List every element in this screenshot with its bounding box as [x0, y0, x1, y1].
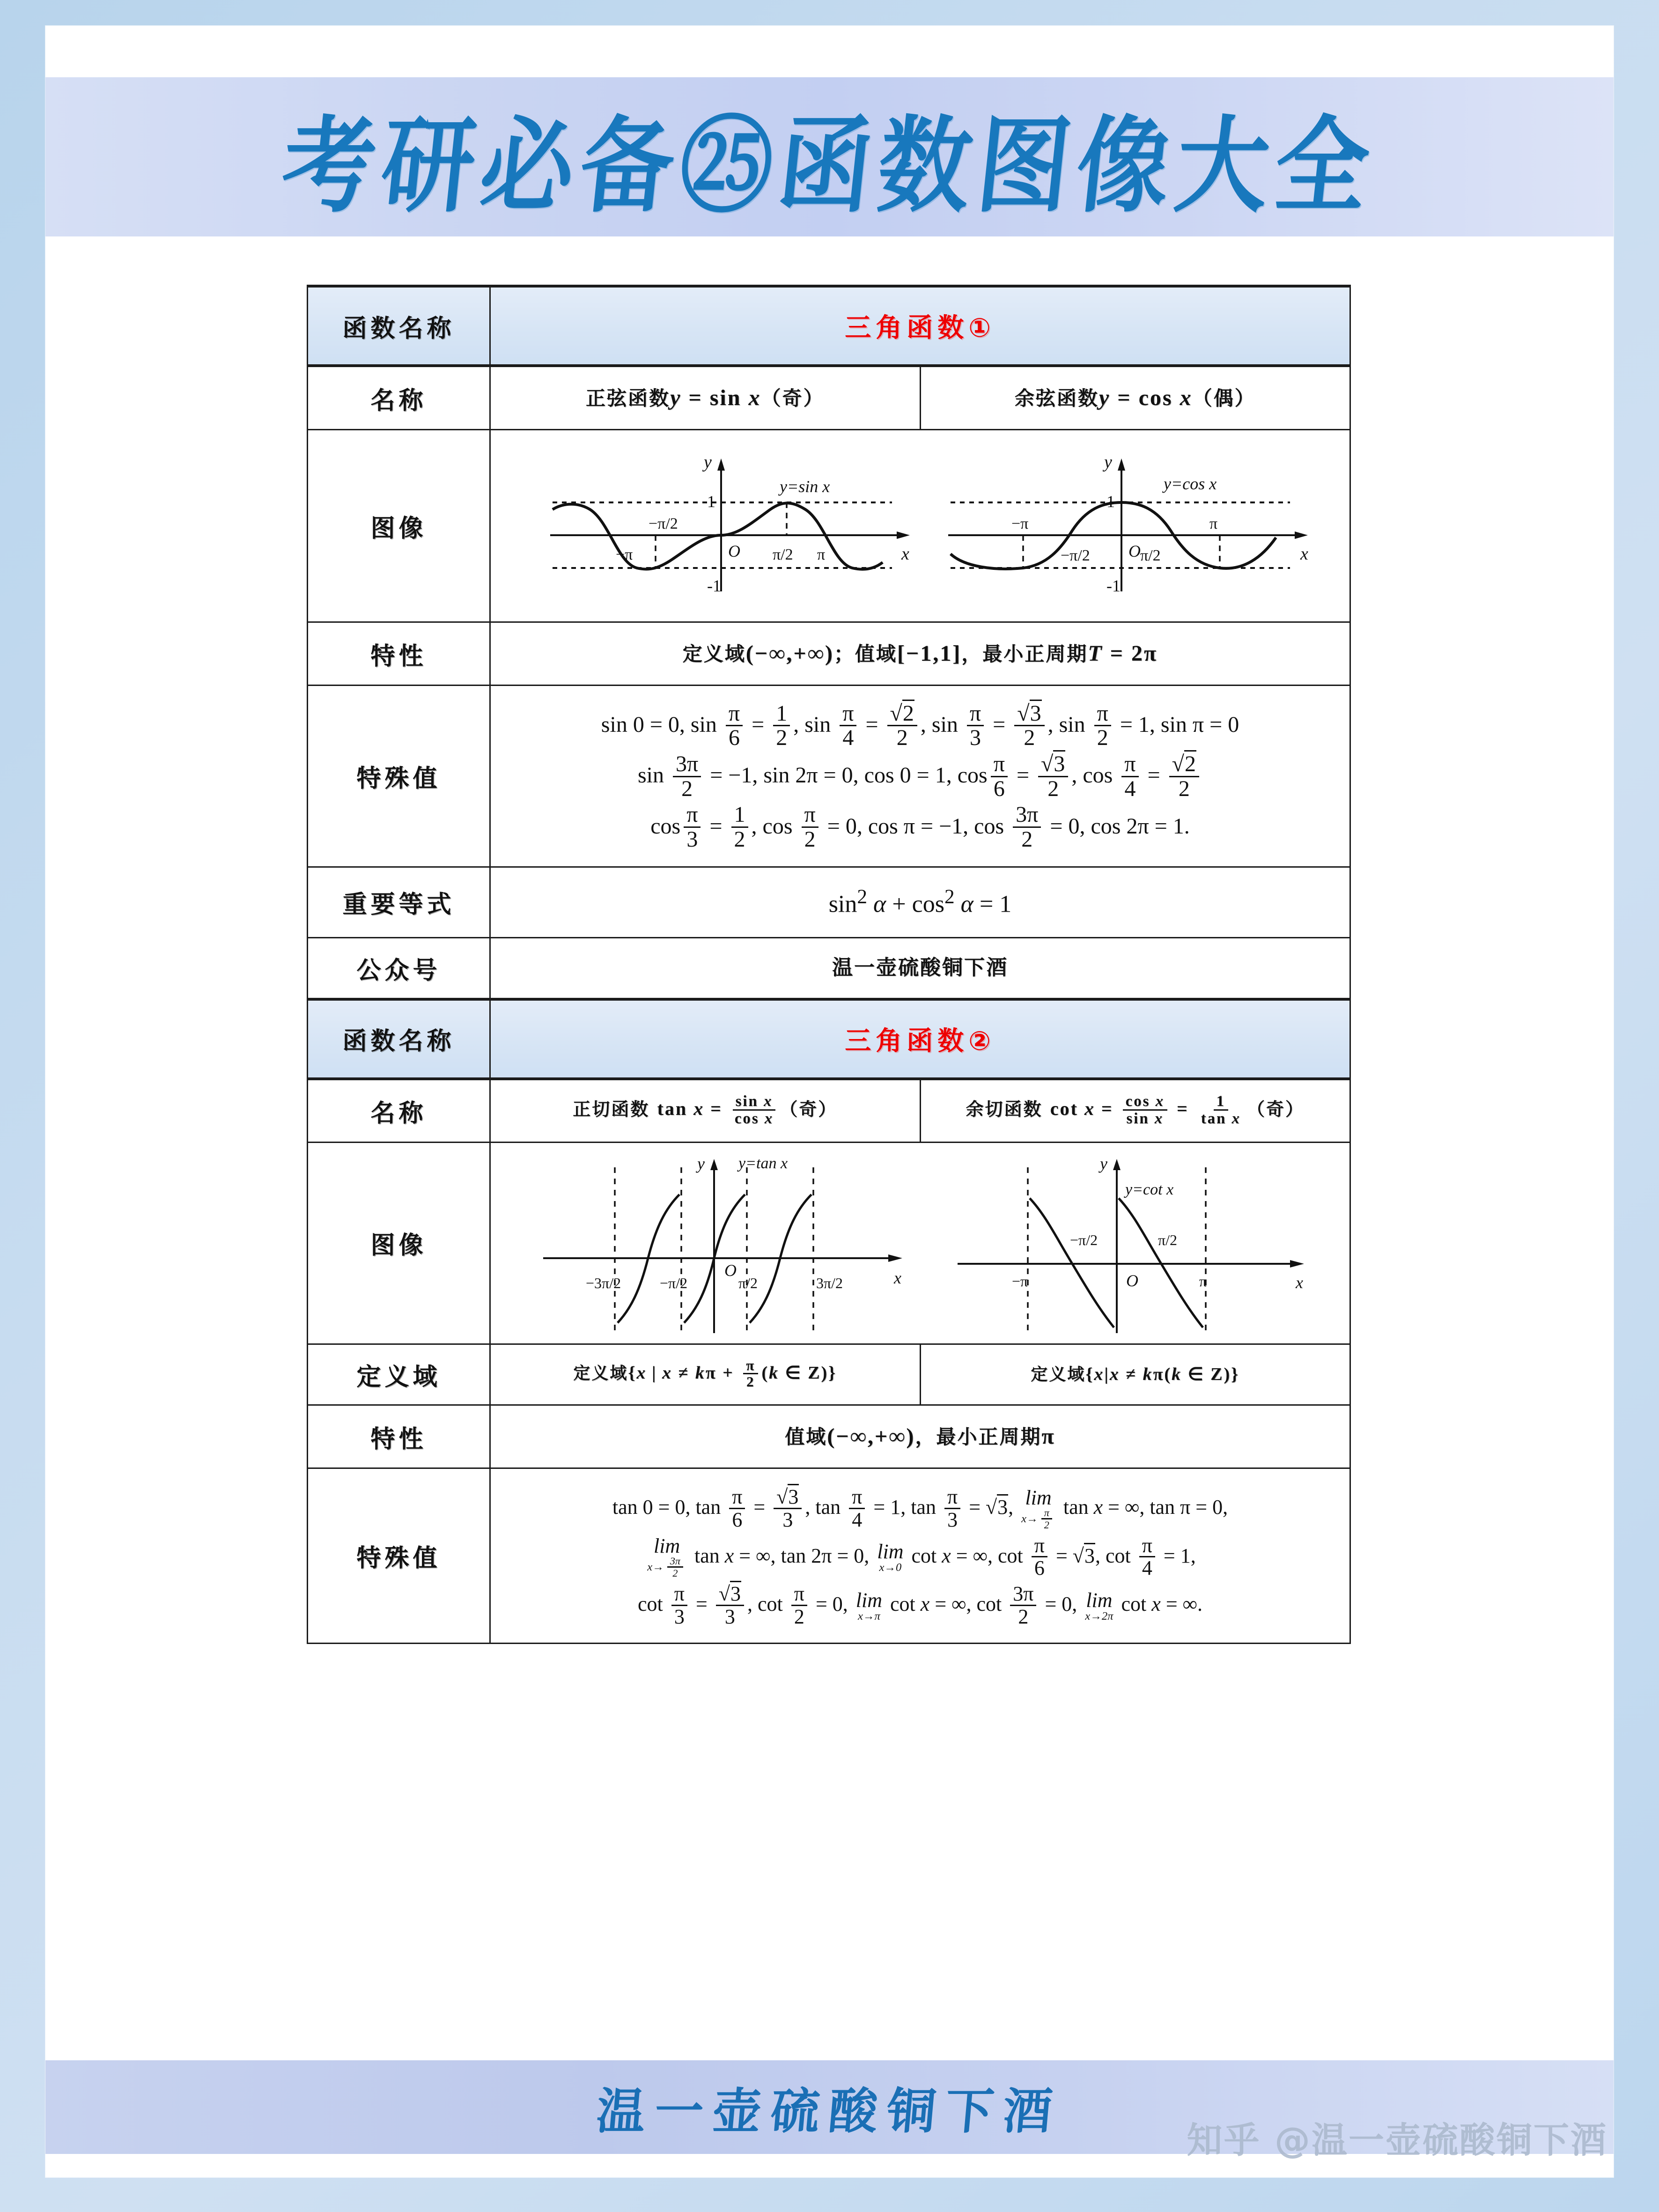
- special-value-line: sin $\frac{3\pi}{2}$ = −1, sin 2π = 0, cos 0 = 1, cos $\frac{\pi}{6}$ = $\frac{√3}{2}$ , cos $\frac{\pi}{4}$ = $\frac{√2}{2}$: [501, 751, 1339, 801]
- trig1-graph-cell: [490, 430, 1350, 622]
- cosine-function-name: 余弦函数y = cos x（偶）: [1014, 385, 1256, 410]
- table-row: [308, 286, 1350, 366]
- svg-text:−π: −π: [1012, 1272, 1028, 1290]
- table-row: [308, 1079, 1350, 1143]
- tangent-function-name: 正切函数 tan x = $\frac{\text{sin x}}{\text{cos x}}$ （奇）: [573, 1092, 838, 1127]
- table-row: [308, 430, 1350, 622]
- svg-text:x: x: [894, 1268, 901, 1287]
- svg-text:π: π: [817, 546, 826, 563]
- svg-text:y=sin x: y=sin x: [780, 477, 830, 496]
- svg-text:1: 1: [707, 492, 715, 511]
- header-title-cell: [490, 999, 1350, 1079]
- page-title: 考研必备㉕函数图像大全: [276, 105, 1381, 227]
- row-label-properties-2: 特性: [370, 1425, 427, 1453]
- svg-text:π/2: π/2: [773, 546, 793, 563]
- table-row: [308, 686, 1350, 867]
- svg-text:-1: -1: [707, 576, 721, 595]
- header-label-cell: [308, 286, 490, 366]
- trig2-special-values-cell: [490, 1468, 1350, 1643]
- trig2-properties-cell: [490, 1405, 1350, 1468]
- svg-text:x: x: [1296, 1273, 1303, 1292]
- svg-text:O: O: [1126, 1271, 1138, 1290]
- row-label-special-values: 特殊值: [356, 765, 441, 793]
- row-label-properties: 特性: [370, 642, 427, 671]
- header-label-cell: [308, 999, 490, 1079]
- watermark-text: 知乎 @温一壶硫酸铜下酒: [1187, 2119, 1607, 2161]
- row-label-cell: [308, 430, 490, 622]
- svg-text:−3π/2: −3π/2: [586, 1274, 621, 1291]
- trig1-account-cell: [490, 937, 1350, 999]
- cosine-name-cell: [920, 366, 1350, 430]
- sine-curve-graph: [508, 437, 920, 615]
- svg-text:−π/2: −π/2: [649, 515, 678, 532]
- tangent-curve-graph: [508, 1150, 920, 1337]
- table-row: [308, 1344, 1350, 1405]
- table-row: [308, 937, 1350, 999]
- title-banner: [45, 77, 1614, 236]
- row-label-identity: 重要等式: [342, 891, 455, 919]
- special-value-line: tan 0 = 0, tan $\frac{\pi}{6}$ = $\frac{√3}{3}$ , tan $\frac{\pi}{4}$ = 1, tan $\frac{\pi}{3}$ = √3, lim x→ $\frac{\pi}{2}$ tan x = ∞, tan π = 0,: [501, 1483, 1339, 1531]
- svg-text:y=tan x: y=tan x: [738, 1154, 788, 1172]
- svg-text:π/2: π/2: [738, 1274, 758, 1291]
- trig1-identity-cell: [490, 867, 1350, 937]
- row-label-graph-2: 图像: [370, 1231, 427, 1260]
- table-row: [308, 999, 1350, 1079]
- svg-text:O: O: [724, 1261, 737, 1280]
- row-label-cell: [308, 1079, 490, 1143]
- svg-text:−π/2: −π/2: [660, 1274, 688, 1291]
- svg-text:1: 1: [1106, 492, 1115, 511]
- cotangent-name-cell: [920, 1079, 1350, 1143]
- svg-text:y: y: [697, 1154, 705, 1173]
- function-reference-table: [307, 285, 1351, 1644]
- row-label-cell: [308, 1142, 490, 1344]
- special-value-line: cos $\frac{\pi}{3}$ = $\frac{1}{2}$ , cos $\frac{\pi}{2}$ = 0, cos π = −1, cos $\frac{3\pi}{2}$ = 0, cos 2π = 1.: [650, 802, 1190, 852]
- section-title-trig2: 三角函数②: [845, 1025, 995, 1056]
- footer-slogan: 温一壶硫酸铜下酒: [594, 2083, 1064, 2140]
- trig2-properties-value: 值域(−∞,+∞)，最小正周期π: [785, 1424, 1055, 1449]
- function-name-label: 函数名称: [342, 314, 455, 343]
- table-row: [308, 867, 1350, 937]
- cosine-curve-graph: [920, 437, 1332, 615]
- svg-text:−π: −π: [616, 546, 633, 563]
- row-label-cell: [308, 937, 490, 999]
- cotangent-domain-value: 定义域{x|x ≠ kπ(k ∈ Z)}: [1031, 1364, 1240, 1385]
- svg-text:3π/2: 3π/2: [816, 1274, 843, 1291]
- sine-name-cell: [490, 366, 921, 430]
- header-title-cell: [490, 286, 1350, 366]
- row-label-name-2: 名称: [370, 1099, 427, 1128]
- tangent-domain-cell: [490, 1344, 921, 1405]
- row-label-cell: [308, 1405, 490, 1468]
- row-label-cell: [308, 1344, 490, 1405]
- row-label-graph: 图像: [370, 514, 427, 543]
- trig1-properties-cell: [490, 622, 1350, 686]
- svg-text:x: x: [901, 544, 909, 564]
- trig2-graph-cell: [490, 1142, 1350, 1344]
- function-name-label-2: 函数名称: [342, 1027, 455, 1055]
- special-value-line: cot $\frac{\pi}{3}$ = $\frac{√3}{3}$ , cot $\frac{\pi}{2}$ = 0, lim x→π cot x = ∞, cot $\frac{3\pi}{2}$ = 0, lim x→2π cot x = ∞.: [501, 1580, 1339, 1628]
- row-label-domain: 定义域: [356, 1363, 441, 1392]
- trig1-identity-value: $\sin^2 \alpha + \cos^2 \alpha = 1$: [828, 885, 1012, 918]
- row-label-cell: [308, 867, 490, 937]
- svg-text:-1: -1: [1106, 576, 1121, 595]
- row-label-cell: [308, 366, 490, 430]
- section-title-trig1: 三角函数①: [845, 313, 995, 343]
- svg-text:−π/2: −π/2: [1070, 1231, 1098, 1248]
- trig1-special-values-cell: [490, 686, 1350, 867]
- row-label-cell: [308, 1468, 490, 1643]
- svg-text:−π/2: −π/2: [1061, 547, 1090, 564]
- account-value: 温一壶硫酸铜下酒: [832, 956, 1008, 980]
- svg-text:π: π: [1209, 515, 1218, 532]
- special-value-line: sin 0 = 0, sin $\frac{\pi}{6}$ = $\frac{1}{2}$ , sin $\frac{\pi}{4}$ = $\frac{√2}{2}$ , sin $\frac{\pi}{3}$ = $\frac{√3}{2}$ , sin $\frac{\pi}{2}$ = 1, sin π = 0: [501, 700, 1339, 751]
- row-label-cell: [308, 622, 490, 686]
- tangent-domain-value: 定义域{x | x ≠ kπ + $\frac{\pi}{2}$ (k ∈ Z)}: [573, 1357, 837, 1390]
- svg-text:π: π: [1199, 1272, 1207, 1290]
- graph-pair: [491, 430, 1349, 621]
- svg-text:π/2: π/2: [1158, 1231, 1178, 1248]
- table-row: [308, 1405, 1350, 1468]
- svg-text:O: O: [1128, 542, 1141, 560]
- trig1-special-values: [491, 686, 1349, 866]
- table-row: [308, 1468, 1350, 1643]
- svg-text:π/2: π/2: [1140, 547, 1161, 564]
- row-label-name: 名称: [370, 386, 427, 415]
- svg-text:x: x: [1300, 544, 1308, 564]
- cotangent-function-name: 余切函数 cot x = $\frac{\text{cos x}}{\text{sin x}}$ = $\frac{1}{\text{tan x}}$ （奇）: [966, 1092, 1305, 1127]
- trig2-special-values: [491, 1469, 1349, 1642]
- sine-function-name: 正弦函数y = sin x（奇）: [586, 385, 825, 410]
- svg-text:y: y: [1100, 1154, 1107, 1173]
- svg-text:−π: −π: [1011, 515, 1029, 532]
- svg-text:y=cos x: y=cos x: [1164, 474, 1217, 493]
- row-label-cell: [308, 686, 490, 867]
- tangent-name-cell: [490, 1079, 921, 1143]
- cotangent-curve-graph: [920, 1150, 1332, 1337]
- table-row: [308, 366, 1350, 430]
- svg-text:y: y: [1104, 452, 1112, 472]
- table-row: [308, 622, 1350, 686]
- row-label-special-values-2: 特殊值: [356, 1544, 441, 1573]
- special-value-line: lim x→ $\frac{3\pi}{2}$ tan x = ∞, tan 2π = 0, lim x→0 cot x = ∞, cot $\frac{\pi}{6}$ = √3, cot $\frac{\pi}{4}$ = 1,: [647, 1534, 1196, 1580]
- trig1-properties-value: 定义域(−∞,+∞)；值域[−1,1]，最小正周期T = 2π: [682, 641, 1158, 666]
- svg-text:y: y: [704, 452, 712, 472]
- graph-pair: [491, 1143, 1349, 1343]
- table-row: [308, 1142, 1350, 1344]
- cotangent-domain-cell: [920, 1344, 1350, 1405]
- svg-text:y=cot x: y=cot x: [1125, 1180, 1174, 1198]
- row-label-account: 公众号: [356, 956, 441, 985]
- svg-text:O: O: [728, 542, 740, 560]
